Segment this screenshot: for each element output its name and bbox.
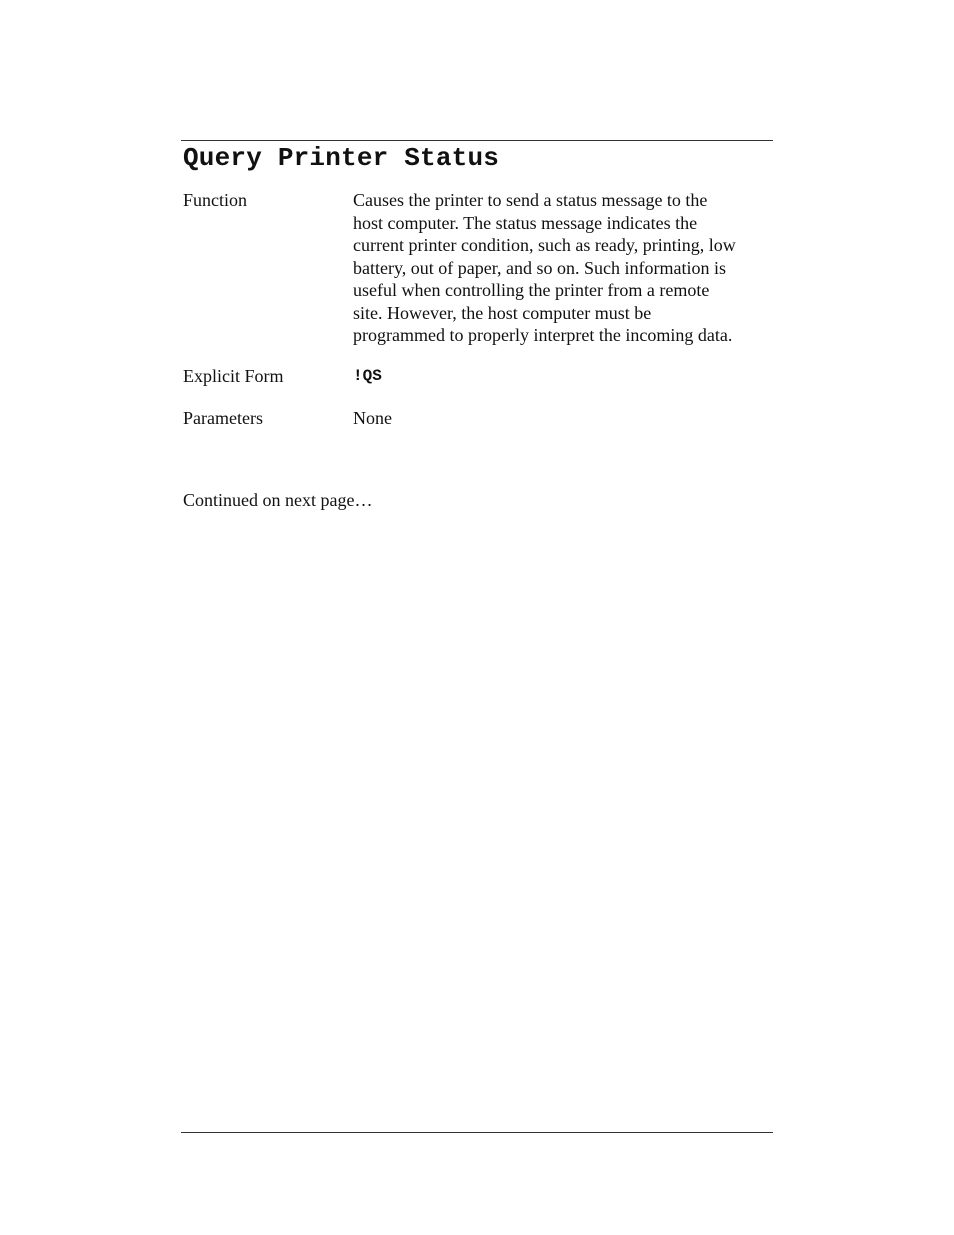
function-description [353,189,803,347]
parameters-label: Parameters [183,408,263,428]
function-line: current printer condition, such as ready, printing, low [353,235,736,255]
function-line: site. However, the host computer must be [353,302,652,323]
function-line: Causes the printer to send a status message to the [353,190,708,210]
function-line: programmed to properly interpret the incoming data. [353,325,733,345]
page-title: Query Printer Status [183,143,500,173]
explicit-form-command: !QS [353,367,382,385]
explicit-form-label: Explicit Form [183,366,284,386]
parameters-value: None [353,408,392,428]
function-line: host computer. The status message indicates the [353,212,698,233]
function-line: battery, out of paper, and so on. Such information is [353,257,727,278]
bottom-rule [181,1132,773,1133]
continued-note: Continued on next page… [183,490,373,510]
top-rule [181,140,773,141]
function-label: Function [183,190,248,210]
function-line: useful when controlling the printer from a remote [353,280,710,300]
